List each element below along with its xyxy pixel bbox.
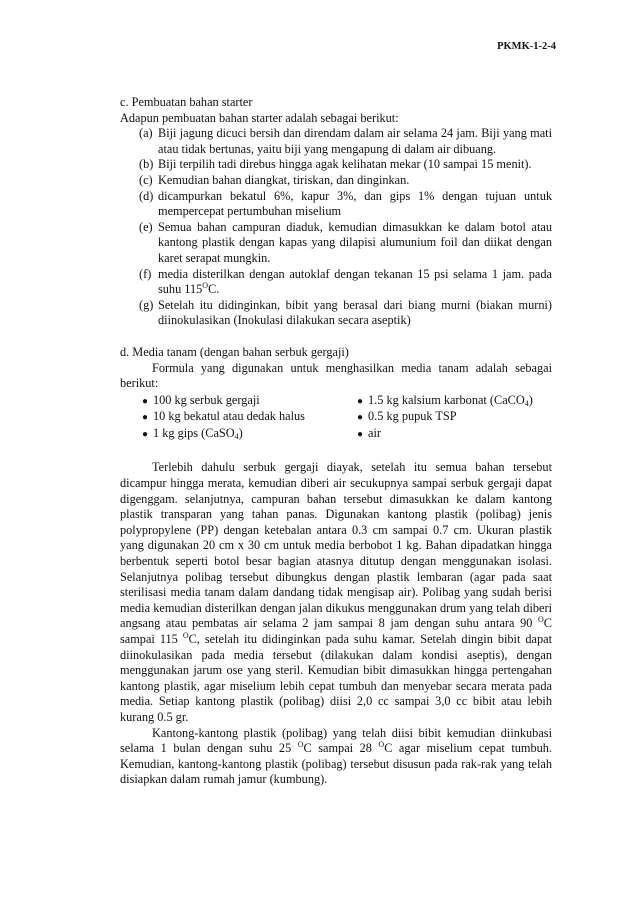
paragraph-text: Kantong-kantong plastik (polibag) yang telah diisi bibit kemudian diinkubasi selama 1 bulan dengan suhu 25 — [120, 725, 552, 756]
ingredient-text: 100 kg serbuk gergaji — [153, 392, 260, 407]
ingredient-text — [153, 426, 243, 442]
bullet-icon: ● — [357, 428, 364, 440]
degree-superscript: O — [202, 281, 209, 291]
step-text: Biji terpilih tadi direbus hingga agak kelihatan mekar (10 sampai 15 menit). — [158, 157, 532, 172]
ingredient-text-part: ) — [238, 425, 243, 440]
degree-superscript: O — [182, 631, 189, 640]
step-item — [120, 189, 552, 220]
page-content — [120, 95, 552, 788]
step-text-part: C. — [208, 282, 220, 297]
ingredient-item — [357, 393, 557, 410]
ingredient-text-part: 1 kg gips (CaSO — [153, 425, 235, 440]
step-item — [120, 267, 552, 298]
paragraph-text: C sampai 115 — [120, 616, 552, 646]
ingredient-list — [120, 393, 552, 443]
step-letter: (c) — [139, 172, 153, 187]
ingredient-item — [357, 426, 557, 443]
bullet-icon: ● — [357, 412, 364, 424]
body-paragraph — [120, 726, 552, 788]
ingredient-item — [142, 393, 357, 410]
ingredient-text: air — [368, 425, 381, 440]
ingredient-text: 10 kg bekatul atau dedak halus — [153, 409, 305, 424]
subscript: 4 — [524, 398, 529, 408]
starter-steps-list — [120, 126, 552, 329]
subscript: 4 — [234, 431, 239, 441]
step-letter: (g) — [139, 297, 154, 312]
ingredient-item — [142, 409, 357, 426]
degree-superscript: O — [538, 615, 544, 625]
step-text: Biji jagung dicuci bersih dan direndam dalam air selama 24 jam. Biji yang mati atau tidak bertunas, yaitu biji yang mengapung di dalam air dibuang. — [158, 126, 552, 156]
step-item — [120, 157, 552, 173]
section-d-intro: Formula yang digunakan untuk menghasilkan media tanam adalah sebagai berikut: — [120, 360, 552, 391]
ingredient-item — [357, 409, 557, 426]
paragraph-text: C sampai 28 — [303, 741, 379, 756]
step-text: Kemudian bahan diangkat, tiriskan, dan dinginkan. — [158, 172, 410, 187]
ingredient-item — [142, 426, 357, 443]
bullet-icon: ● — [357, 395, 364, 407]
bullet-icon: ● — [142, 412, 149, 424]
section-c-intro: Adapun pembuatan bahan starter adalah sebagai berikut: — [120, 110, 399, 125]
step-item — [120, 126, 552, 157]
document-code: PKMK-1-2-4 — [497, 41, 556, 52]
paragraph-text: C, setelah itu didinginkan pada suhu kamar. Setelah dingin bibit dapat diinokulasikan pada media tersebut (dilakukan dalam kondisi aseptis), dengan menggunakan jarum ose yang steril. Kemudian bibit dimasukkan hingga pertengahan kantong plastik, agar miselium lebih cepat tumbuh dan menyebar secara merata pada media. Setiap kantong plastik (polibag) diisi 2,0 cc sampai 3,0 cc bibit atau lebih kurang 0.5 gr. — [120, 632, 553, 724]
step-item — [120, 298, 552, 329]
bullet-icon: ● — [142, 428, 149, 440]
ingredient-text-part: ) — [528, 392, 533, 407]
step-letter: (e) — [139, 219, 153, 234]
degree-superscript: O — [297, 740, 304, 750]
step-text: dicampurkan bekatul 6%, kapur 3%, dan gips 1% dengan tujuan untuk mempercepat pertumbuhan miselium — [158, 188, 552, 219]
step-text: Semua bahan campuran diaduk, kemudian dimasukkan ke dalam botol atau kantong plastik dengan kapas yang dilapisi alumunium foil dan diikat dengan karet serapat mungkin. — [158, 219, 552, 265]
step-text-part: media disterilkan dengan autoklaf dengan tekanan 15 psi selama 1 jam. pada suhu 115 — [158, 266, 552, 297]
section-d-heading: d. Media tanam (dengan bahan serbuk gergaji) — [120, 344, 349, 359]
step-letter: (a) — [139, 126, 153, 141]
step-letter: (d) — [139, 188, 154, 203]
step-item — [120, 173, 552, 189]
step-item — [120, 220, 552, 267]
bullet-icon: ● — [142, 395, 149, 407]
paragraph-text: Terlebih dahulu serbuk gergaji diayak, setelah itu semua bahan tersebut dicampur hingga merata, kemudian diberi air secukupnya sampai serbuk gergaji dapat digenggam. selanjutnya, campuran bahan tersebut dimasukkan ke dalam kantong plastik transparan yang tahan panas. Digunakan kantong plastik (polibag) jenis polypropylene (PP) dengan ketebalan antara 0.3 cm sampai 0.7 cm. Ukuran plastik yang digunakan 20 cm x 30 cm untuk media berbobot 1 kg. Bahan dipadatkan hingga berbentuk seperti botol besar bagian atasnya ditutup dengan menggunakan isolasi. Selanjutnya polibag tersebut dibungkus dengan plastik lembaran (agar pada saat sterilisasi media tanam dalam dandang tidak mengisap air). Polibag yang sudah berisi media kemudian disterilkan dengan jalan dikukus menggunakan drum yang telah diberi angsang atau pembatas air selama 2 jam sampai 8 jam dengan suhu antara 90 — [120, 460, 552, 631]
step-letter: (f) — [139, 266, 152, 281]
body-paragraph — [120, 460, 552, 725]
step-text: Setelah itu didinginkan, bibit yang berasal dari biang murni (biakan murni) diinokulasikan (Inokulasi dilakukan secara aseptik) — [158, 297, 552, 328]
ingredient-text-part: 1.5 kg kalsium karbonat (CaCO — [368, 392, 525, 407]
degree-superscript: O — [378, 740, 385, 750]
ingredient-text: 0.5 kg pupuk TSP — [368, 409, 457, 424]
section-c-heading: c. Pembuatan bahan starter — [120, 95, 253, 109]
ingredient-text — [368, 393, 533, 409]
step-letter: (b) — [139, 157, 154, 172]
paragraph-text: C agar miselium cepat tumbuh. Kemudian, kantong-kantong plastik (polibag) tersebut disusun pada rak-rak yang telah disiapkan dalam rumah jamur (kumbung). — [120, 741, 552, 787]
step-text — [158, 267, 552, 297]
